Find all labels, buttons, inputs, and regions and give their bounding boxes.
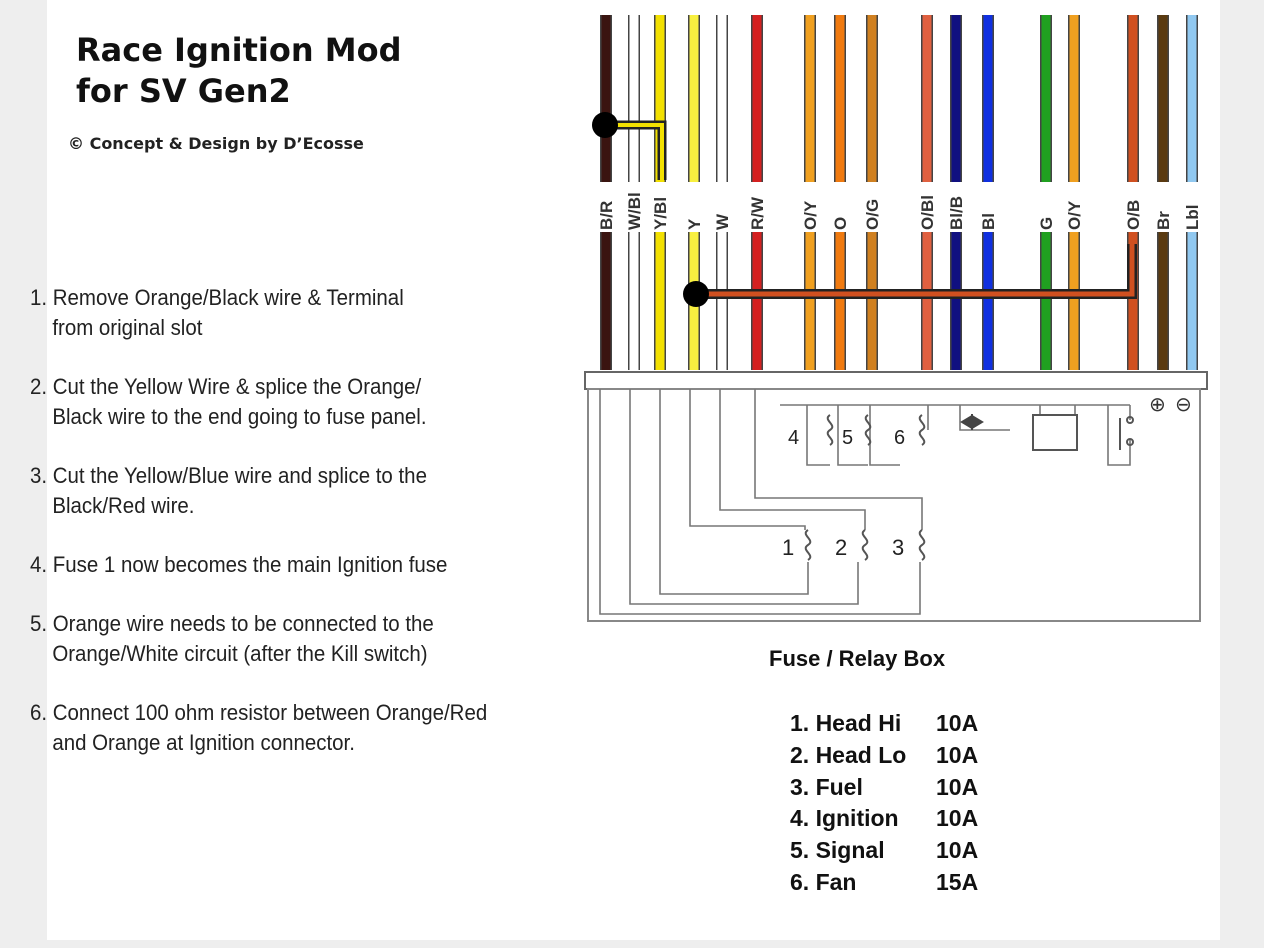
instruction-step <box>30 698 551 758</box>
fuse-number-5: 5 <box>842 427 854 449</box>
wire-label-y: Y <box>685 218 704 230</box>
wire-label-r-w: R/W <box>748 196 767 230</box>
step-line-continued: and Orange at Ignition connector. <box>52 730 355 755</box>
wire-label-g: G <box>1037 216 1056 230</box>
fuse-box-title: Fuse / Relay Box <box>769 646 946 671</box>
wire-label-w-bl: W/Bl <box>625 192 644 230</box>
switch-icon <box>1120 417 1133 450</box>
minus-terminal-icon: ⊖ <box>1175 392 1192 416</box>
step-line: 6. Connect 100 ohm resistor between Orange/Red <box>30 700 488 725</box>
instruction-step <box>30 283 551 343</box>
wire-label-group <box>596 182 1202 232</box>
wire-label-b-r: B/R <box>597 200 616 230</box>
box-header-bar <box>585 372 1207 389</box>
title-line-1: Race Ignition Mod <box>76 31 402 69</box>
fuse-name: 2. Head Lo <box>790 741 907 768</box>
fuse-list-item <box>790 867 978 899</box>
step-line-continued: Black/Red wire. <box>52 493 195 518</box>
splice-junction-y <box>683 281 709 307</box>
instruction-step <box>30 461 551 521</box>
fuse-rating: 10A <box>936 773 979 800</box>
wire-label-o-g: O/G <box>863 198 882 230</box>
instruction-step <box>30 609 551 669</box>
wire-label-y-bl: Y/Bl <box>651 196 670 230</box>
step-line: 3. Cut the Yellow/Blue wire and splice to the <box>30 463 427 488</box>
fuse-rating: 15A <box>936 868 979 895</box>
step-line-continued: Orange/White circuit (after the Kill switch) <box>52 641 428 666</box>
wire-label-o: O <box>831 216 850 230</box>
fuse-name: 3. Fuel <box>790 773 863 800</box>
fuse-number-1: 1 <box>782 535 795 560</box>
splice-junction-br <box>592 112 618 138</box>
fuse-name: 6. Fan <box>790 868 857 895</box>
fuse-list-item <box>790 835 978 867</box>
fuse-list-item <box>790 803 978 835</box>
instruction-step <box>30 372 551 432</box>
step-line: 5. Orange wire needs to be connected to the <box>30 611 434 636</box>
wire-label-o-bl: O/Bl <box>918 195 937 230</box>
wire-label-lbl: Lbl <box>1183 204 1202 230</box>
fuse-rating: 10A <box>936 837 979 864</box>
fuse-rating: 10A <box>936 805 979 832</box>
step-line: 2. Cut the Yellow Wire & splice the Orange/ <box>30 374 422 399</box>
fuse-rating: 10A <box>936 741 979 768</box>
fuse-list <box>790 708 978 899</box>
step-line-continued: from original slot <box>52 315 203 340</box>
wire-label-bl: Bl <box>979 213 998 230</box>
fuse-name: 5. Signal <box>790 837 885 864</box>
fuse-name: 1. Head Hi <box>790 710 902 736</box>
credit-line: © Concept & Design by D’Ecosse <box>68 134 364 153</box>
title-line-2: for SV Gen2 <box>76 72 291 110</box>
fuse-list-item <box>790 772 978 804</box>
wire-label-br: Br <box>1154 211 1173 230</box>
wiring-diagram <box>530 10 1220 630</box>
wire-label-o-y: O/Y <box>1065 200 1084 230</box>
box-fuse-symbols <box>806 415 925 560</box>
fuse-number-6: 6 <box>894 427 906 449</box>
step-line: 1. Remove Orange/Black wire & Terminal <box>30 285 404 310</box>
fuse-number-3: 3 <box>892 535 905 560</box>
instruction-list <box>30 283 551 787</box>
step-line: 4. Fuse 1 now becomes the main Ignition fuse <box>30 552 448 577</box>
fuse-rating: 10A <box>936 710 979 736</box>
relay-icon <box>1033 415 1077 450</box>
fuse-number-4: 4 <box>788 427 800 449</box>
fuse-list-item <box>790 708 978 740</box>
fuse-list-item <box>790 740 978 772</box>
box-internal-wiring <box>600 389 1130 614</box>
plus-terminal-icon: ⊕ <box>1149 392 1166 416</box>
wire-label-bl-b: Bl/B <box>947 196 966 230</box>
fuse-name: 4. Ignition <box>790 805 899 832</box>
page-title <box>76 30 402 112</box>
wire-label-o-y: O/Y <box>801 200 820 230</box>
step-line-continued: Black wire to the end going to fuse panel. <box>52 404 427 429</box>
fuse-number-2: 2 <box>835 535 848 560</box>
fuse-relay-box <box>585 372 1207 621</box>
instruction-step <box>30 550 551 580</box>
diode-pair-icon <box>962 414 982 430</box>
wire-label-o-b: O/B <box>1124 199 1143 230</box>
wire-label-w: W <box>713 213 732 230</box>
